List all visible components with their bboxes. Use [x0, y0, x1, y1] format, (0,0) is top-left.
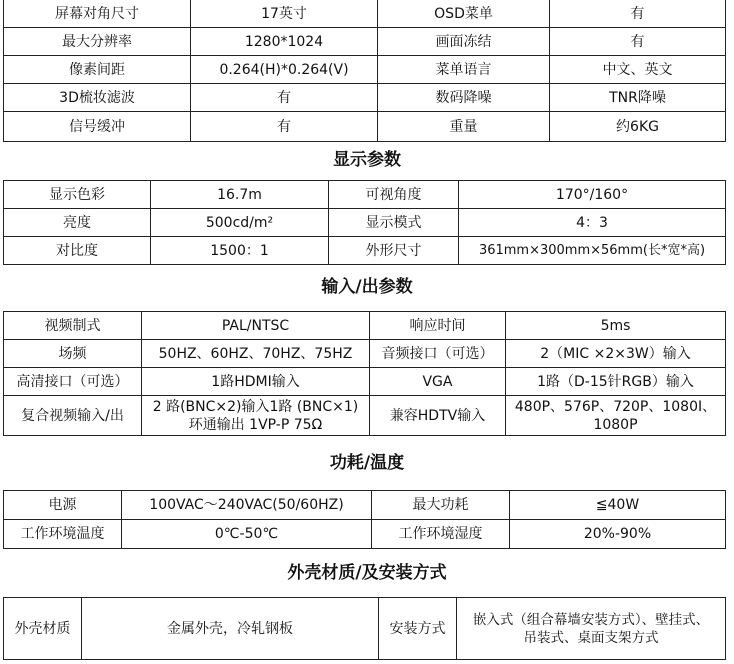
spec-value: 361mm×300mm×56mm(长*宽*高)	[459, 237, 726, 265]
spec-value: 1500：1	[151, 237, 329, 265]
top-spec-table	[3, 0, 726, 142]
spec-label: 外壳材质	[4, 598, 82, 660]
spec-label: 工作环境湿度	[372, 520, 510, 549]
table-row	[4, 56, 726, 84]
spec-value: 500cd/m²	[151, 209, 329, 237]
spec-label: 数码降噪	[378, 84, 550, 112]
spec-label: 屏幕对角尺寸	[4, 0, 191, 28]
table-row	[4, 312, 726, 340]
table-row	[4, 28, 726, 56]
spec-value: 有	[191, 84, 378, 112]
spec-value: TNR降噪	[550, 84, 726, 112]
housing-spec-table	[3, 597, 726, 660]
spec-label: 视频制式	[4, 312, 142, 340]
spec-label: 菜单语言	[378, 56, 550, 84]
io-spec-table	[3, 311, 726, 436]
spec-label: 外形尺寸	[329, 237, 459, 265]
spec-label: 兼容HDTV输入	[370, 396, 506, 436]
table-row	[4, 396, 726, 436]
spec-value: 中文、英文	[550, 56, 726, 84]
spec-value: 17英寸	[191, 0, 378, 28]
spec-value: 16.7m	[151, 181, 329, 209]
spec-value: PAL/NTSC	[142, 312, 370, 340]
spec-label: VGA	[370, 368, 506, 396]
table-row	[4, 340, 726, 368]
spec-label: 高清接口（可选）	[4, 368, 142, 396]
spec-value: 1路HDMI输入	[142, 368, 370, 396]
spec-value: 0℃-50℃	[122, 520, 372, 549]
spec-value: 2 路(BNC×2)输入1路 (BNC×1) 环通输出 1VP-P 75Ω	[142, 396, 370, 436]
spec-value: 金属外壳，冷轧钢板	[82, 598, 379, 660]
table-row	[4, 491, 726, 520]
spec-value: ≦40W	[510, 491, 726, 520]
spec-value: 约6KG	[550, 112, 726, 142]
spec-label: 亮度	[4, 209, 151, 237]
spec-label: 电源	[4, 491, 122, 520]
spec-value: 5ms	[506, 312, 726, 340]
table-row	[4, 112, 726, 142]
spec-value: 170°/160°	[459, 181, 726, 209]
spec-label: OSD菜单	[378, 0, 550, 28]
spec-value: 100VAC～240VAC(50/60HZ)	[122, 491, 372, 520]
spec-label: 最大分辨率	[4, 28, 191, 56]
spec-label: 可视角度	[329, 181, 459, 209]
table-row	[4, 181, 726, 209]
spec-label: 音频接口（可选）	[370, 340, 506, 368]
spec-value: 2（MIC ×2×3W）输入	[506, 340, 726, 368]
spec-value: 1路（D-15针RGB）输入	[506, 368, 726, 396]
table-row	[4, 84, 726, 112]
table-row	[4, 209, 726, 237]
spec-label: 对比度	[4, 237, 151, 265]
spec-label: 安装方式	[379, 598, 457, 660]
section-title-power: 功耗/温度	[329, 453, 405, 473]
spec-value: 1280*1024	[191, 28, 378, 56]
spec-label: 信号缓冲	[4, 112, 191, 142]
section-title-display: 显示参数	[333, 150, 401, 170]
spec-value: 480P、576P、720P、1080I、 1080P	[506, 396, 726, 436]
spec-label: 响应时间	[370, 312, 506, 340]
spec-label: 复合视频输入/出	[4, 396, 142, 436]
spec-value: 嵌入式（组合幕墙安装方式）、壁挂式、 吊装式、桌面支架方式	[457, 598, 726, 660]
table-row	[4, 237, 726, 265]
spec-label: 工作环境温度	[4, 520, 122, 549]
spec-label: 显示色彩	[4, 181, 151, 209]
table-row	[4, 0, 726, 28]
spec-value: 有	[550, 0, 726, 28]
spec-label: 重量	[378, 112, 550, 142]
table-row	[4, 598, 726, 660]
power-spec-table	[3, 490, 726, 549]
spec-label: 最大功耗	[372, 491, 510, 520]
display-spec-table	[3, 180, 726, 265]
spec-label: 3D梳妆滤波	[4, 84, 191, 112]
spec-value: 有	[550, 28, 726, 56]
table-row	[4, 368, 726, 396]
spec-value: 有	[191, 112, 378, 142]
spec-value: 50HZ、60HZ、70HZ、75HZ	[142, 340, 370, 368]
section-title-io: 输入/出参数	[321, 277, 413, 297]
spec-label: 场频	[4, 340, 142, 368]
spec-value: 4：3	[459, 209, 726, 237]
spec-label: 像素间距	[4, 56, 191, 84]
table-row	[4, 520, 726, 549]
spec-label: 画面冻结	[378, 28, 550, 56]
spec-value: 0.264(H)*0.264(V)	[191, 56, 378, 84]
spec-value: 20%-90%	[510, 520, 726, 549]
spec-label: 显示模式	[329, 209, 459, 237]
section-title-housing: 外壳材质/及安装方式	[287, 563, 447, 583]
